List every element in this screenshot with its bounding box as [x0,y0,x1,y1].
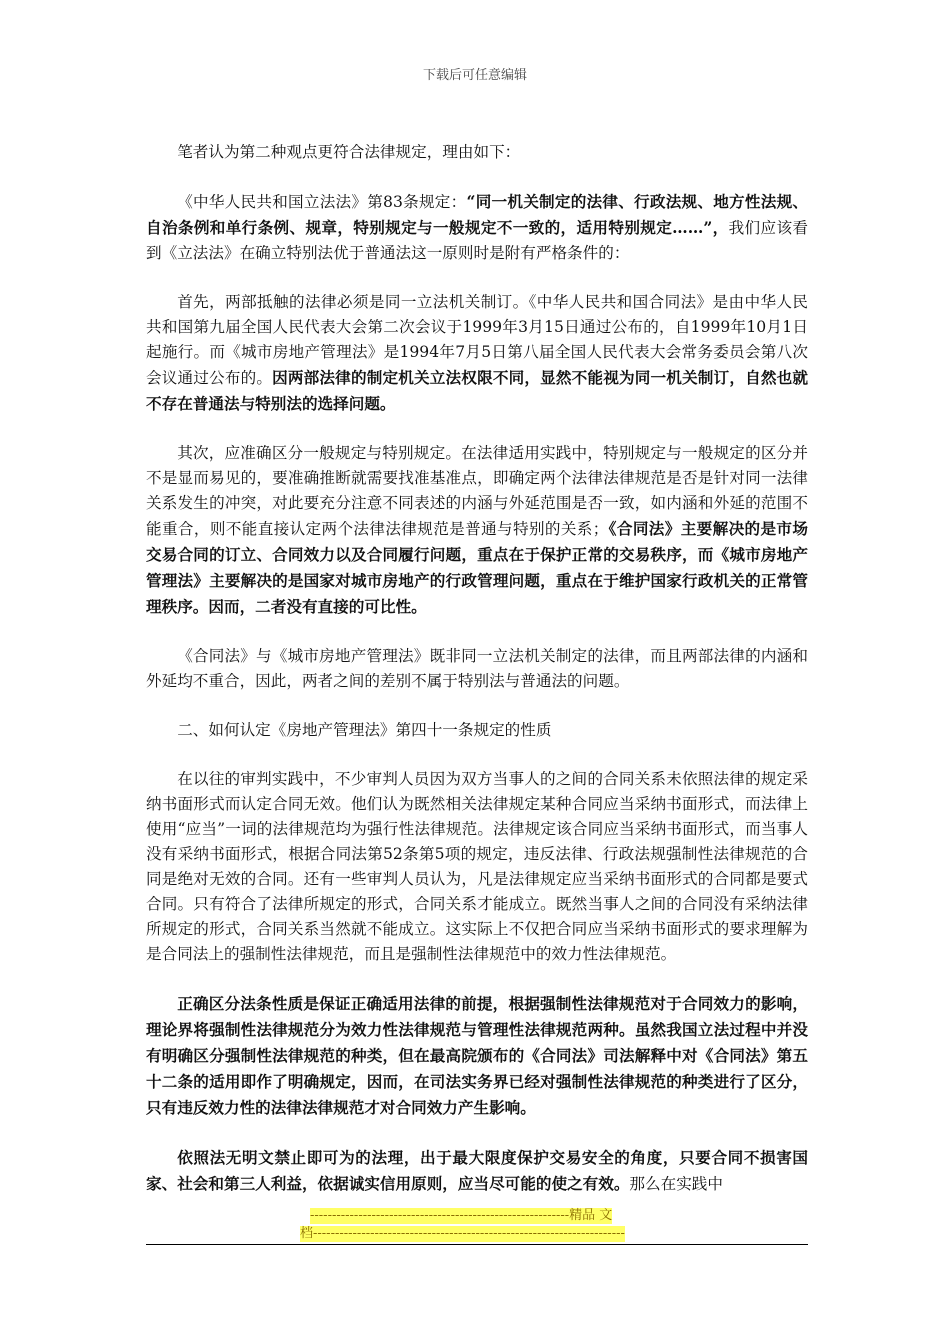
footer-watermark-line-2: 档----------------------------------------------------------------------- [300,1226,625,1241]
paragraph-bold-text: 依照法无明文禁止即可为的法理，出于最大限度保护交易安全的角度，只要合同不损害国家、社会和第三人利益，依据诚实信用原则，应当尽可能的使之有效。 [146,1148,808,1193]
paragraph-2 [146,189,808,266]
paragraph-text: 《中华人民共和国立法法》第83条规定： [177,193,467,211]
paragraph-7 [146,991,808,1121]
heading-text: 二、如何认定《房地产管理法》第四十一条规定的性质 [177,721,552,739]
section-heading [146,718,808,743]
paragraph-8 [146,1145,808,1197]
footer-divider [146,1244,808,1245]
paragraph-4 [146,441,808,620]
paragraph-text: 笔者认为第二种观点更符合法律规定，理由如下： [177,143,521,161]
paragraph-text: 首先，两部抵触的法律必须是同一立法机关制订。《中华人民共和国合同法》是由中华人民共和国第九届全国人民代表大会第二次会议于1999年3月15日通过公布的，自1999年10月1日起施行。而《城市房地产管理法》是1994年7月5日第八届全国人民代表大会常务委员会第八次会议通过公布的。 [146,293,808,387]
paragraph-text: 那么在实践中 [629,1175,723,1193]
paragraph-text: 其次，应准确区分一般规定与特别规定。在法律适用实践中，特别规定与一般规定的区分并不是显而易见的，要准确推断就需要找准基准点，即确定两个法律法律规范是否是针对同一法律关系发生的冲突，对此要充分注意不同表述的内涵与外延范围是否一致，如内涵和外延的范围不能重合，则不能直接认定两个法律法律规范是普通与特别的关系； [146,444,808,538]
paragraph-bold-text: 因两部法律的制定机关立法权限不同，显然不能视为同一机关制订，自然也就不存在普通法与特别法的选择问题。 [146,368,808,413]
footer-watermark-line-1: -----------------------------------------------------------精品 文 [310,1208,613,1223]
paragraph-text: 我们应该看到《立法法》在确立特别法优于普通法这一原则时是附有严格条件的： [146,219,808,262]
page-header: 下载后可任意编辑 [422,68,527,83]
paragraph-3 [146,290,808,417]
paragraph-5 [146,644,808,694]
paragraph-1 [146,140,808,165]
paragraph-bold-text: “同一机关制定的法律、行政法规、地方性法规、自治条例和单行条例、规章，特别规定与一般规定不一致的，适用特别规定……”， [146,192,808,237]
document-body [146,140,808,1221]
paragraph-6 [146,767,808,967]
paragraph-text: 《合同法》与《城市房地产管理法》既非同一立法机关制定的法律，而且两部法律的内涵和外延均不重合，因此，两者之间的差别不属于特别法与普通法的问题。 [146,647,808,690]
paragraph-text: 在以往的审判实践中，不少审判人员因为双方当事人的之间的合同关系未依照法律的规定采纳书面形式而认定合同无效。他们认为既然相关法律规定某种合同应当采纳书面形式，而法律上使用“应当”一词的法律规范均为强行性法律规范。法律规定该合同应当采纳书面形式，而当事人没有采纳书面形式，根据合同法第52条第5项的规定，违反法律、行政法规强制性法律规范的合同是绝对无效的合同。还有一些审判人员认为，凡是法律规定应当采纳书面形式的合同都是要式合同。只有符合了法律所规定的形式，合同关系才能成立。既然当事人之间的合同没有采纳法律所规定的形式，合同关系当然就不能成立。这实际上不仅把合同应当采纳书面形式的要求理解为是合同法上的强制性法律规范，而且是强制性法律规范中的效力性法律规范。 [146,770,808,963]
paragraph-bold-text: 《合同法》主要解决的是市场交易合同的订立、合同效力以及合同履行问题，重点在于保护正常的交易秩序，而《城市房地产管理法》主要解决的是国家对城市房地产的行政管理问题，重点在于维护国家行政机关的正常管理秩序。因而，二者没有直接的可比性。 [146,519,808,616]
paragraph-bold-text: 正确区分法条性质是保证正确适用法律的前提，根据强制性法律规范对于合同效力的影响，理论界将强制性法律规范分为效力性法律规范与管理性法律规范两种。虽然我国立法过程中并没有明确区分强制性法律规范的种类，但在最高院颁布的《合同法》司法解释中对《合同法》第五十二条的适用即作了明确规定，因而，在司法实务界已经对强制性法律规范的种类进行了区分，只有违反效力性的法律法律规范才对合同效力产生影响。 [146,994,808,1117]
